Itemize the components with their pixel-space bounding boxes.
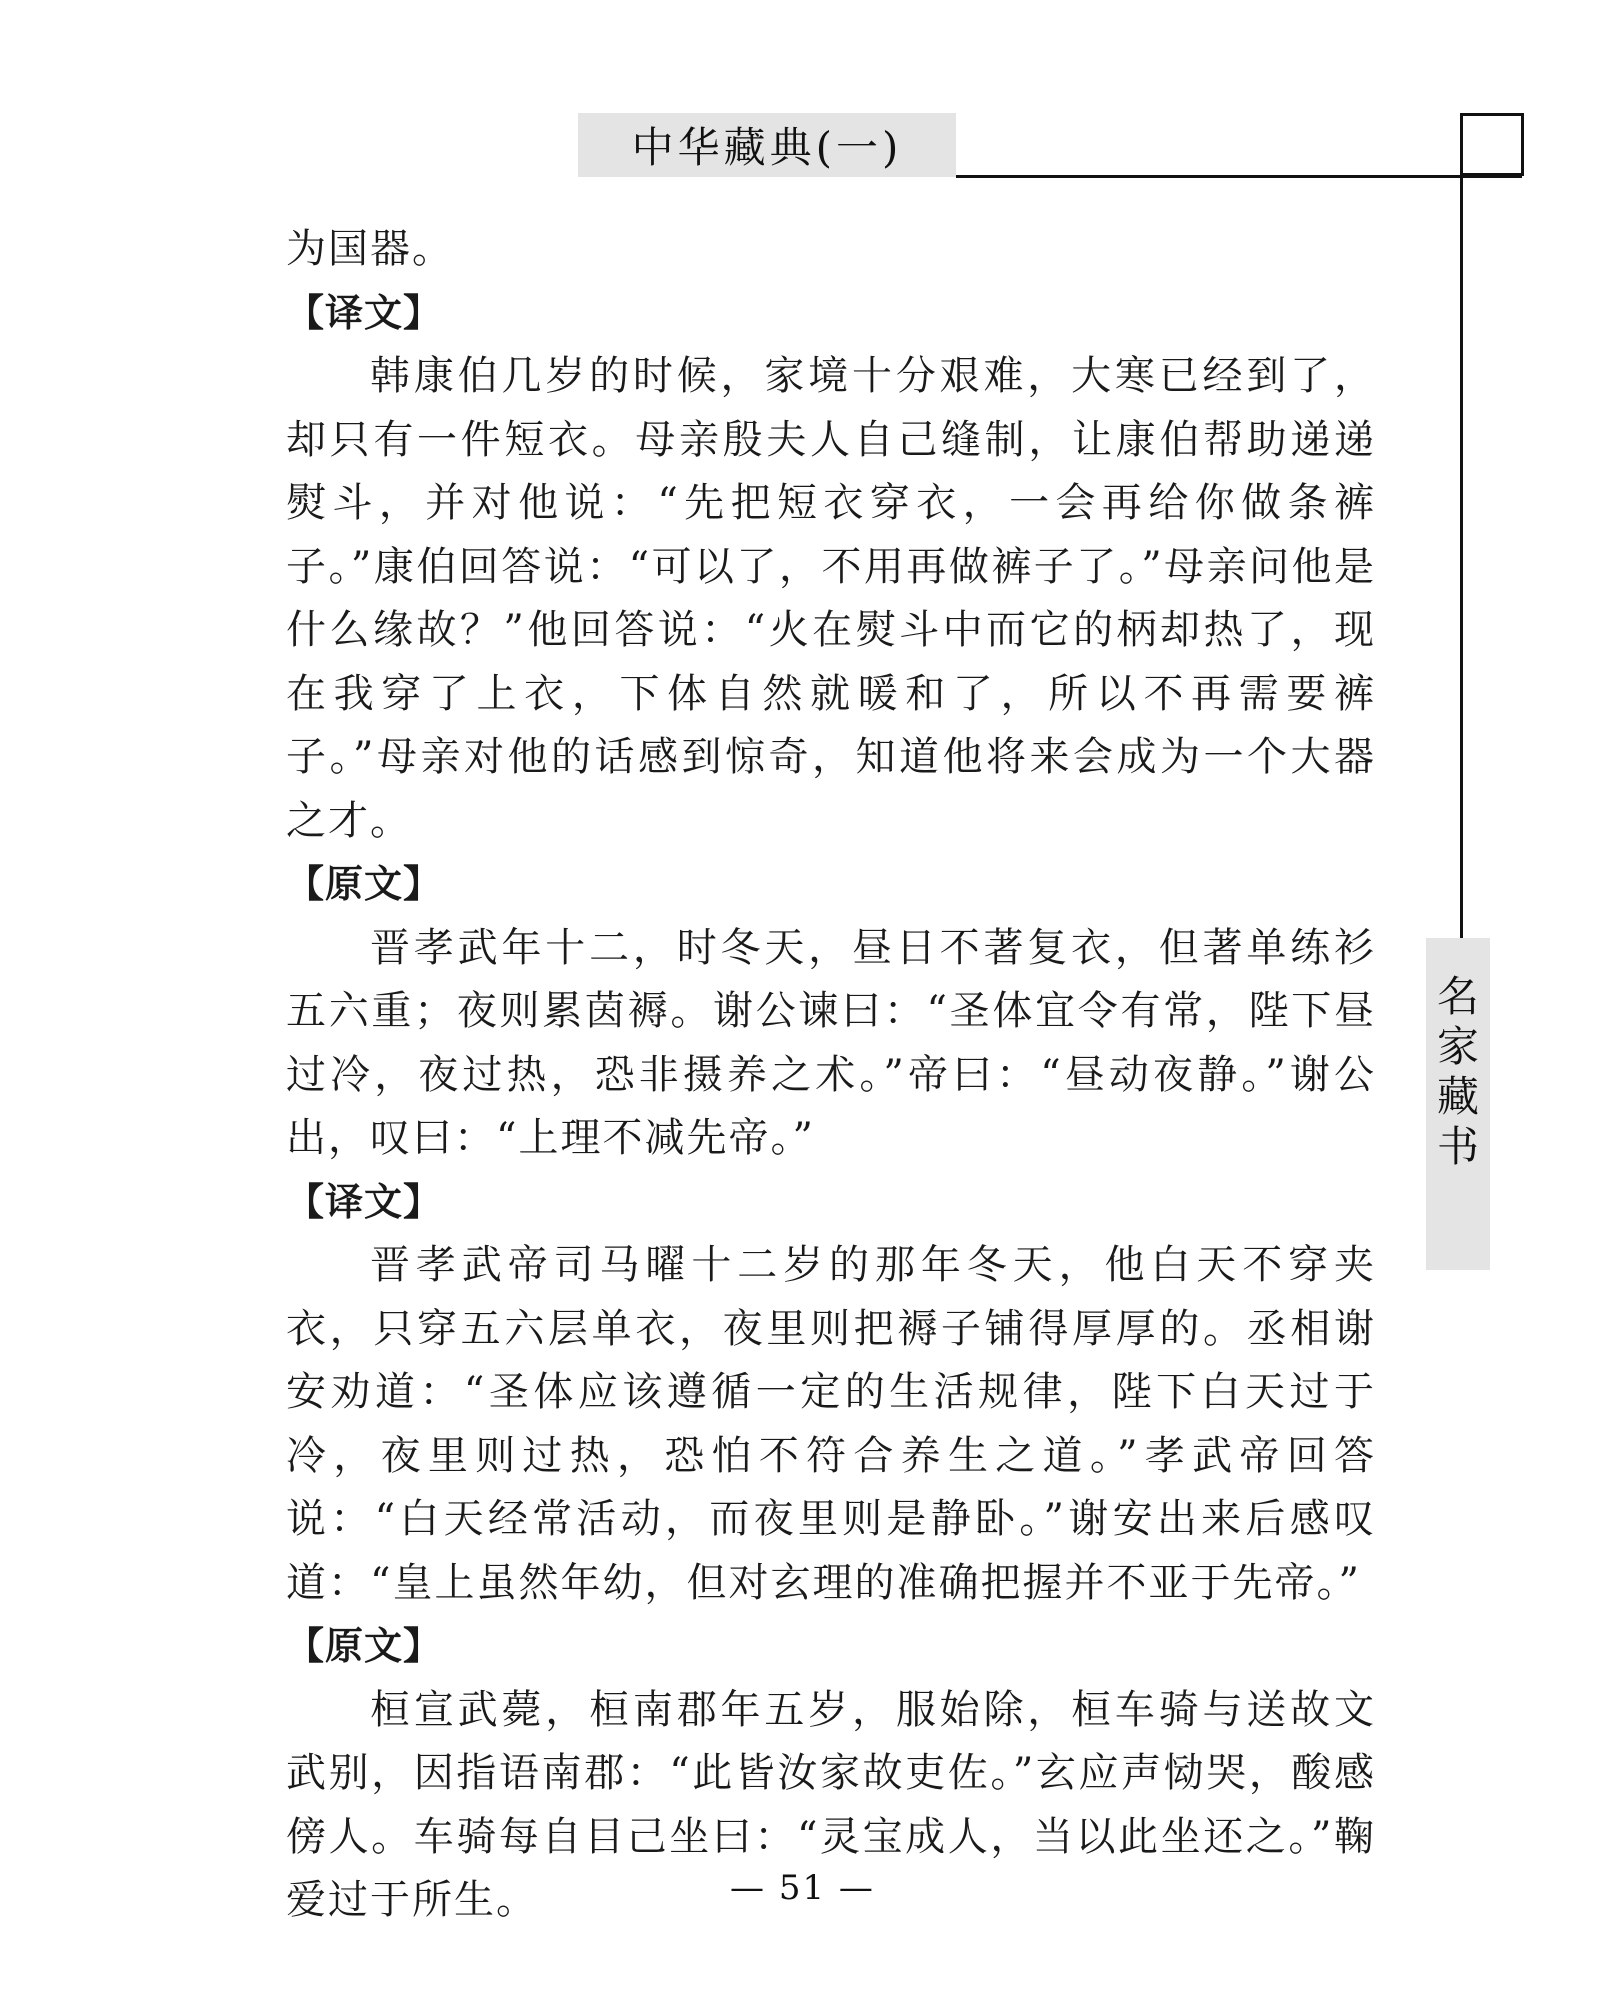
section-heading-original: 【原文】 xyxy=(286,862,443,906)
paragraph: 韩康伯几岁的时候，家境十分艰难，大寒已经到了，却只有一件短衣。母亲殷夫人自己缝制，让康伯帮助递递熨斗，并对他说：“先把短衣穿衣，一会再给你做条裤子。”康伯回答说：“可以了，不用再做裤子了。”母亲问他是什么缘故？”他回答说：“火在熨斗中而它的柄却热了，现在我穿了上衣，下体自然就暖和了，所以不再需要裤子。”母亲对他的话感到惊奇，知道他将来会成为一个大器之才。 xyxy=(286,353,1376,844)
side-tab-char: 藏 xyxy=(1436,1072,1479,1121)
section-heading-translation: 【译文】 xyxy=(286,1179,443,1224)
running-header xyxy=(578,113,956,177)
side-tab-char: 书 xyxy=(1436,1122,1479,1171)
side-tab-series xyxy=(1426,938,1490,1270)
section-heading-original: 【原文】 xyxy=(286,1624,443,1668)
header-rule xyxy=(956,175,1522,178)
paragraph: 晋孝武帝司马曜十二岁的那年冬天，他白天不穿夹衣，只穿五六层单衣，夜里则把褥子铺得厚厚的。丞相谢安劝道：“圣体应该遵循一定的生活规律，陛下白天过于冷，夜里则过热，恐怕不符合养生之道。”孝武帝回答说：“白天经常活动，而夜里则是静卧。”谢安出来后感叹道：“皇上虽然年幼，但对玄理的准确把握并不亚于先帝。” xyxy=(286,1242,1376,1606)
section-heading-translation: 【译文】 xyxy=(286,290,443,335)
side-rule xyxy=(1460,113,1463,938)
paragraph: 晋孝武年十二，时冬天，昼日不著复衣，但著单练衫五六重；夜则累茵褥。谢公谏曰：“圣体宜令有常，陛下昼过冷，夜过热，恐非摄养之术。”帝曰：“昼动夜静。”谢公出，叹曰：“上理不减先帝。” xyxy=(286,924,1376,1161)
paragraph: 为国器。 xyxy=(286,226,454,272)
side-tab-char: 名 xyxy=(1436,972,1479,1021)
page-body xyxy=(286,218,1376,1933)
paragraph: 桓宣武薨，桓南郡年五岁，服始除，桓车骑与送故文武别，因指语南郡：“此皆汝家故吏佐。”玄应声恸哭，酸感傍人。车骑每自目己坐曰：“灵宝成人，当以此坐还之。”鞠爱过于所生。 xyxy=(286,1686,1376,1923)
book-title: 中华藏典(一) xyxy=(631,123,903,172)
page-number: — 51 — xyxy=(730,1868,875,1908)
side-tab-char: 家 xyxy=(1436,1022,1479,1071)
corner-box-ornament xyxy=(1460,113,1524,176)
